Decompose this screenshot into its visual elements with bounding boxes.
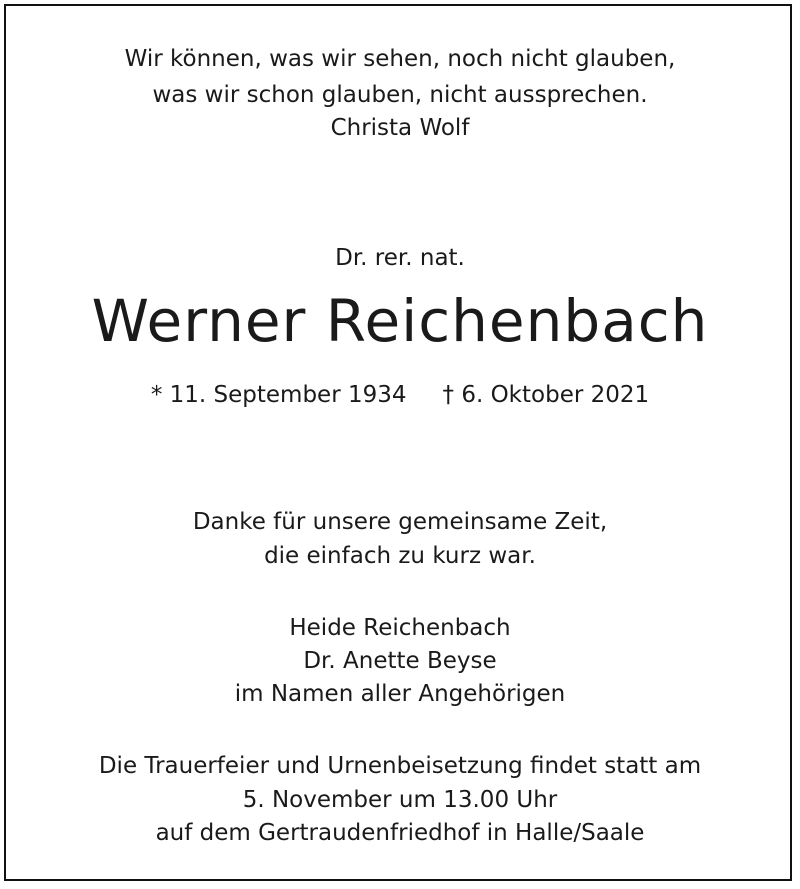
- thanks-line-2: die einfach zu kurz war.: [264, 543, 536, 569]
- quote-line-2: was wir schon glauben, nicht aussprechen.: [152, 82, 648, 108]
- ceremony-line-1: Die Trauerfeier und Urnenbeisetzung findet statt am: [98, 753, 702, 779]
- mourners-note: im Namen aller Angehörigen: [234, 681, 566, 707]
- thanks-line-1: Danke für unsere gemeinsame Zeit,: [192, 509, 608, 535]
- mourner-name-2: Dr. Anette Beyse: [303, 648, 497, 674]
- quote-author: Christa Wolf: [330, 115, 470, 141]
- mourner-name-1: Heide Reichenbach: [289, 615, 511, 641]
- birth-date: * 11. September 1934: [150, 382, 407, 408]
- ceremony-line-2: 5. November um 13.00 Uhr: [242, 787, 558, 813]
- deceased-name: Werner Reichenbach: [91, 287, 709, 355]
- life-dates: [0, 380, 800, 410]
- quote-line-1: Wir können, was wir sehen, noch nicht glauben,: [124, 46, 676, 72]
- academic-title: Dr. rer. nat.: [335, 245, 465, 271]
- death-date: † 6. Oktober 2021: [442, 382, 650, 408]
- ceremony-line-3: auf dem Gertraudenfriedhof in Halle/Saale: [155, 820, 645, 846]
